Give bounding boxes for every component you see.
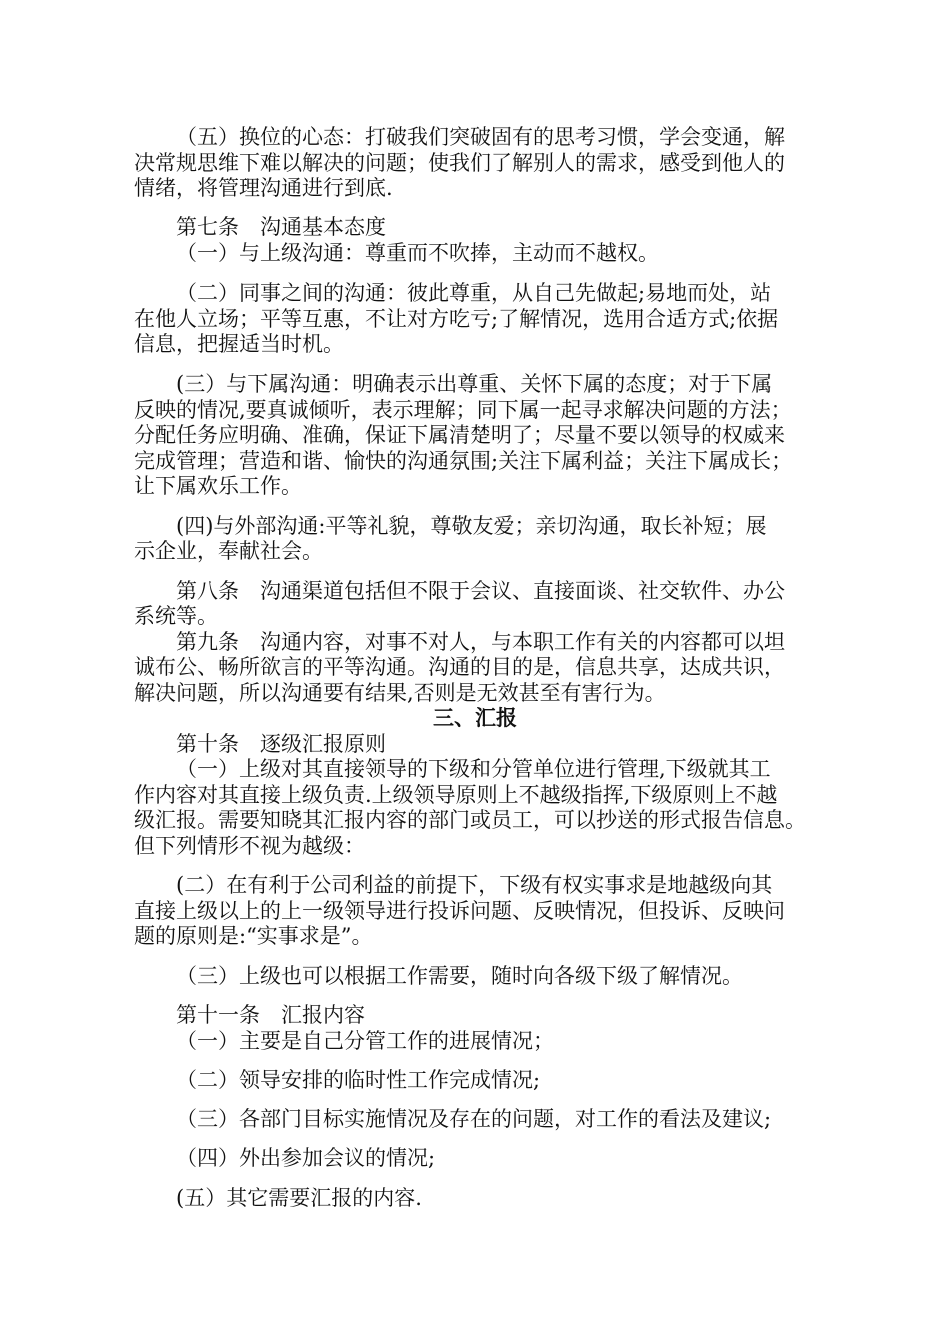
paragraph-line: 情绪，将管理沟通进行到底. — [134, 176, 393, 200]
paragraph-line: （一）上级对其直接领导的下级和分管单位进行管理,下级就其工 — [176, 757, 771, 781]
paragraph-line: 反映的情况,要真诚倾听，表示理解；同下属一起寻求解决问题的方法； — [134, 398, 792, 422]
list-item: （三）各部门目标实施情况及存在的问题，对工作的看法及建议; — [176, 1107, 772, 1131]
paragraph-line: （三）上级也可以根据工作需要，随时向各级下级了解情况。 — [176, 964, 743, 988]
article-title: 第十条 逐级汇报原则 — [176, 732, 386, 756]
paragraph-line: 级汇报。需要知晓其汇报内容的部门或员工，可以抄送的形式报告信息。 — [134, 808, 806, 832]
paragraph-line: 直接上级以上的上一级领导进行投诉问题、反映情况，但投诉、反映问 — [134, 899, 785, 923]
paragraph-line: (三）与下属沟通：明确表示出尊重、关怀下属的态度；对于下属 — [176, 372, 773, 396]
article-title: 第九条 沟通内容，对事不对人，与本职工作有关的内容都可以坦 — [176, 630, 785, 654]
paragraph-line: （一）与上级沟通：尊重而不吹捧，主动而不越权。 — [176, 241, 659, 265]
paragraph-line: 诚布公、畅所欲言的平等沟通。沟通的目的是，信息共享，达成共识， — [134, 655, 785, 679]
list-item: （一）主要是自己分管工作的进展情况； — [176, 1029, 554, 1053]
paragraph-line: （五）换位的心态：打破我们突破固有的思考习惯，学会变通，解 — [176, 125, 785, 149]
section-heading: 三、汇报 — [433, 705, 517, 730]
article-title: 第七条 沟通基本态度 — [176, 215, 386, 239]
paragraph-line: 决常规思维下难以解决的问题；使我们了解别人的需求，感受到他人的 — [134, 151, 785, 175]
paragraph-line: 系统等。 — [134, 604, 218, 628]
paragraph-line: 让下属欢乐工作。 — [134, 474, 302, 498]
paragraph-line: 在他人立场；平等互惠，不让对方吃亏;了解情况，选用合适方式;依据 — [134, 307, 779, 331]
article-title: 第八条 沟通渠道包括但不限于会议、直接面谈、社交软件、办公 — [176, 579, 785, 603]
paragraph-line: （二）同事之间的沟通：彼此尊重，从自己先做起;易地而处，站 — [176, 281, 772, 305]
paragraph-line: (四)与外部沟通:平等礼貌，尊敬友爱；亲切沟通，取长补短；展 — [176, 514, 767, 538]
list-item: (五）其它需要汇报的内容. — [176, 1186, 422, 1210]
list-item: （四）外出参加会议的情况; — [176, 1146, 436, 1170]
paragraph-line: 但下列情形不视为越级： — [134, 834, 365, 858]
paragraph-line: 信息，把握适当时机。 — [134, 332, 344, 356]
paragraph-line: (二）在有利于公司利益的前提下，下级有权实事求是地越级向其 — [176, 873, 773, 897]
paragraph-line: 完成管理；营造和谐、愉快的沟通氛围;关注下属利益；关注下属成长； — [134, 449, 793, 473]
paragraph-line: 题的原则是:“实事求是”。 — [134, 924, 373, 948]
paragraph-line: 示企业，奉献社会。 — [134, 539, 323, 563]
paragraph-line: 作内容对其直接上级负责.上级领导原则上不越级指挥,下级原则上不越 — [134, 783, 778, 807]
list-item: （二）领导安排的临时性工作完成情况; — [176, 1068, 541, 1092]
paragraph-line: 解决问题，所以沟通要有结果,否则是无效甚至有害行为。 — [134, 681, 666, 705]
article-title: 第十一条 汇报内容 — [176, 1003, 365, 1027]
paragraph-line: 分配任务应明确、准确，保证下属清楚明了；尽量不要以领导的权威来 — [134, 423, 785, 447]
